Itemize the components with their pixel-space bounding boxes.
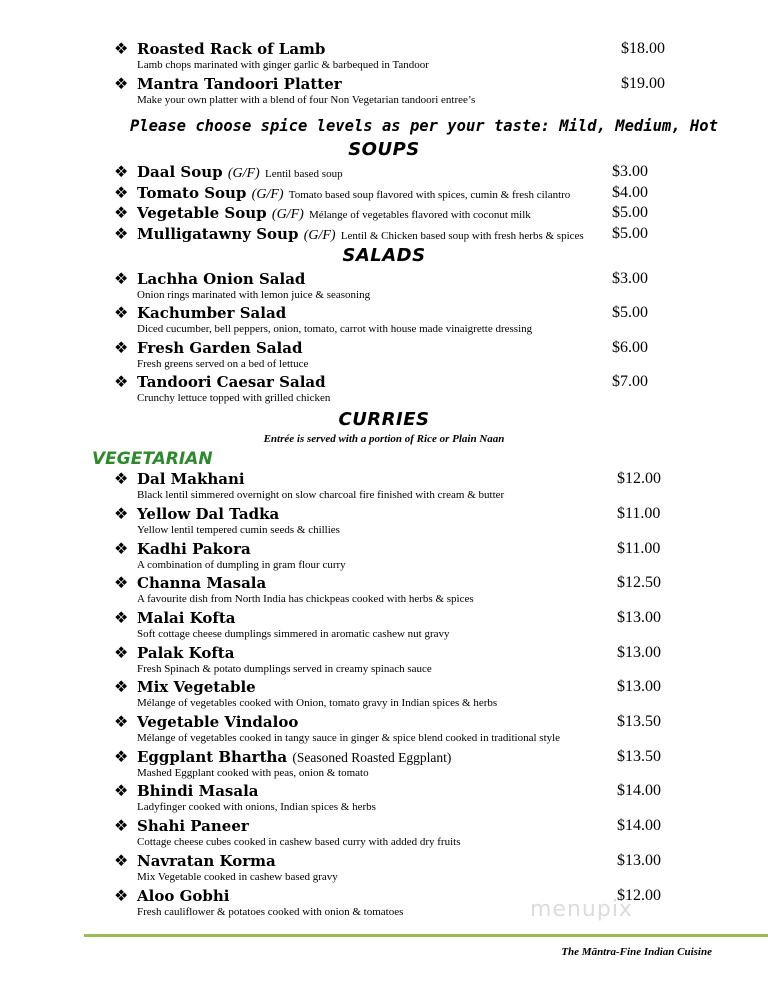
item-name: Mix Vegetable <box>137 678 256 696</box>
item-price: $3.00 <box>612 270 648 287</box>
bullet-icon: ❖ <box>114 851 129 870</box>
item-price: $5.00 <box>612 225 648 242</box>
item-description: Black lentil simmered overnight on slow charcoal fire finished with cream & butter <box>137 489 505 501</box>
soups-heading: SOUPS <box>348 139 420 160</box>
item-description: Ladyfinger cooked with onions, Indian spices & herbs <box>137 801 376 813</box>
watermark: menupix <box>530 897 633 922</box>
item-name: Mantra Tandoori Platter <box>137 75 342 93</box>
item-name: Navratan Korma <box>137 852 276 870</box>
item-name: Vegetable Vindaloo <box>137 713 299 731</box>
bullet-icon: ❖ <box>114 162 129 181</box>
bullet-icon: ❖ <box>114 712 129 731</box>
curries-note: Entrée is served with a portion of Rice or Plain Naan <box>263 433 505 445</box>
item-name: Kadhi Pakora <box>137 540 251 558</box>
item-description: Cottage cheese cubes cooked in cashew based curry with added dry fruits <box>137 836 461 848</box>
item-price: $6.00 <box>612 339 648 356</box>
bullet-icon: ❖ <box>114 74 129 93</box>
bullet-icon: ❖ <box>114 469 129 488</box>
item-name: Eggplant Bhartha (Seasoned Roasted Eggplant) <box>137 748 452 766</box>
item-price: $14.00 <box>617 782 661 799</box>
item-description: Mélange of vegetables cooked in tangy sauce in ginger & spice blend cooked in traditional style <box>137 732 561 744</box>
item-name: Aloo Gobhi <box>137 887 230 905</box>
bullet-icon: ❖ <box>114 677 129 696</box>
item-price: $13.50 <box>617 713 661 730</box>
salads-heading: SALADS <box>342 245 426 266</box>
bullet-icon: ❖ <box>114 504 129 523</box>
footer-restaurant-name: The Māntra-Fine Indian Cuisine <box>561 946 712 958</box>
item-price: $12.00 <box>617 887 661 904</box>
item-name: Fresh Garden Salad <box>137 339 303 357</box>
item-price: $13.00 <box>617 609 661 626</box>
item-price: $19.00 <box>621 75 665 92</box>
bullet-icon: ❖ <box>114 643 129 662</box>
bullet-icon: ❖ <box>114 338 129 357</box>
item-price: $5.00 <box>612 304 648 321</box>
item-price: $13.00 <box>617 852 661 869</box>
curries-heading: CURRIES <box>338 409 430 430</box>
item-name: Malai Kofta <box>137 609 236 627</box>
item-price: $12.50 <box>617 574 661 591</box>
item-name: Roasted Rack of Lamb <box>137 40 326 58</box>
vegetarian-subheading: VEGETARIAN <box>92 449 213 469</box>
item-description: Mashed Eggplant cooked with peas, onion & tomato <box>137 767 369 779</box>
bullet-icon: ❖ <box>114 224 129 243</box>
item-name: Tandoori Caesar Salad <box>137 373 326 391</box>
item-name: Kachumber Salad <box>137 304 287 322</box>
bullet-icon: ❖ <box>114 372 129 391</box>
item-name: Lachha Onion Salad <box>137 270 306 288</box>
item-price: $11.00 <box>617 505 661 522</box>
spice-level-note: Please choose spice levels as per your taste: Mild, Medium, Hot <box>130 117 718 135</box>
item-price: $3.00 <box>612 163 648 180</box>
item-description: Soft cottage cheese dumplings simmered in aromatic cashew nut gravy <box>137 628 450 640</box>
item-name: Bhindi Masala <box>137 782 259 800</box>
item-price: $7.00 <box>612 373 648 390</box>
item-description: Diced cucumber, bell peppers, onion, tomato, carrot with house made vinaigrette dressing <box>137 323 533 335</box>
item-name: Yellow Dal Tadka <box>137 505 280 523</box>
item-price: $13.00 <box>617 644 661 661</box>
bullet-icon: ❖ <box>114 816 129 835</box>
item-name: Shahi Paneer <box>137 817 249 835</box>
bullet-icon: ❖ <box>114 608 129 627</box>
item-description: Fresh greens served on a bed of lettuce <box>137 358 309 370</box>
item-description: Yellow lentil tempered cumin seeds & chillies <box>137 524 340 536</box>
item-description: Make your own platter with a blend of four Non Vegetarian tandoori entree’s <box>137 94 476 106</box>
bullet-icon: ❖ <box>114 183 129 202</box>
bullet-icon: ❖ <box>114 886 129 905</box>
item-description: Crunchy lettuce topped with grilled chicken <box>137 392 331 404</box>
bullet-icon: ❖ <box>114 573 129 592</box>
item-name: Tomato Soup (G/F) Tomato based soup flavored with spices, cumin & fresh cilantro <box>137 184 571 202</box>
item-price: $5.00 <box>612 204 648 221</box>
item-name: Mulligatawny Soup (G/F) Lentil & Chicken based soup with fresh herbs & spices <box>137 225 584 243</box>
item-description: Fresh cauliflower & potatoes cooked with onion & tomatoes <box>137 906 404 918</box>
item-price: $18.00 <box>621 40 665 57</box>
item-price: $12.00 <box>617 470 661 487</box>
item-description: Fresh Spinach & potato dumplings served in creamy spinach sauce <box>137 663 432 675</box>
item-description: A combination of dumpling in gram flour curry <box>137 559 346 571</box>
item-name: Channa Masala <box>137 574 267 592</box>
item-price: $4.00 <box>612 184 648 201</box>
bullet-icon: ❖ <box>114 203 129 222</box>
bullet-icon: ❖ <box>114 539 129 558</box>
bullet-icon: ❖ <box>114 303 129 322</box>
item-description: Mélange of vegetables cooked with Onion, tomato gravy in Indian spices & herbs <box>137 697 498 709</box>
item-price: $11.00 <box>617 540 661 557</box>
bullet-icon: ❖ <box>114 269 129 288</box>
item-name: Palak Kofta <box>137 644 235 662</box>
item-price: $14.00 <box>617 817 661 834</box>
item-name: Vegetable Soup (G/F) Mélange of vegetables flavored with coconut milk <box>137 204 531 222</box>
item-name: Daal Soup (G/F) Lentil based soup <box>137 163 343 181</box>
bullet-icon: ❖ <box>114 781 129 800</box>
item-price: $13.50 <box>617 748 661 765</box>
bullet-icon: ❖ <box>114 747 129 766</box>
footer-divider <box>84 934 768 937</box>
item-price: $13.00 <box>617 678 661 695</box>
bullet-icon: ❖ <box>114 39 129 58</box>
item-description: Onion rings marinated with lemon juice & seasoning <box>137 289 371 301</box>
item-name: Dal Makhani <box>137 470 245 488</box>
item-description: Lamb chops marinated with ginger garlic & barbequed in Tandoor <box>137 59 429 71</box>
item-description: A favourite dish from North India has chickpeas cooked with herbs & spices <box>137 593 474 605</box>
item-description: Mix Vegetable cooked in cashew based gravy <box>137 871 338 883</box>
